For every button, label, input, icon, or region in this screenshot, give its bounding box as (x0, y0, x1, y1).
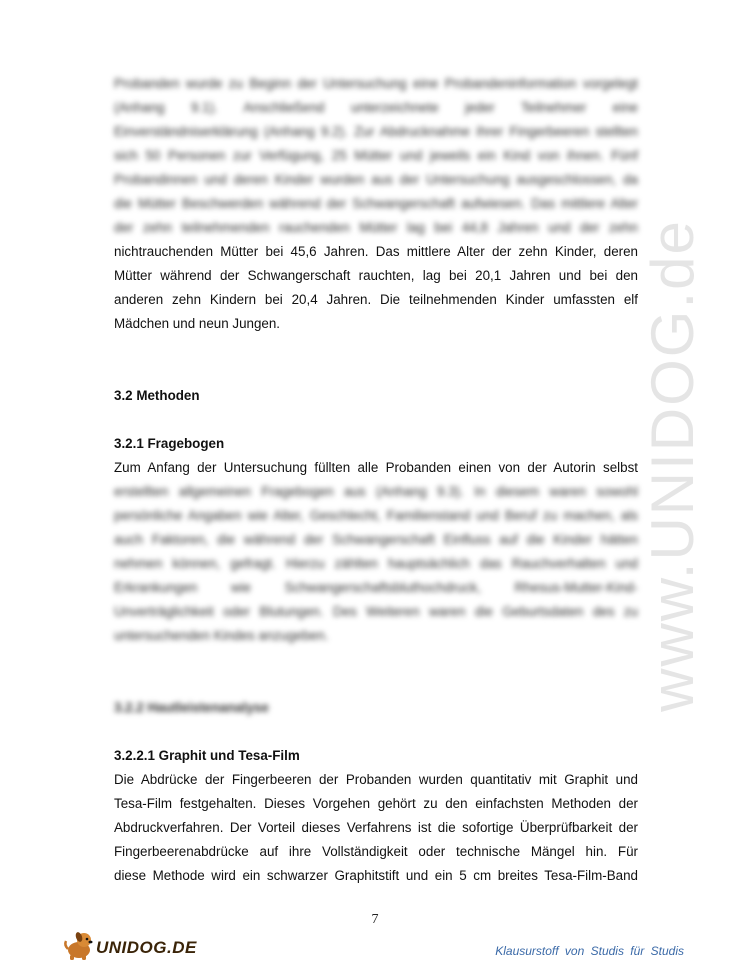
watermark-text: www.UNIDOG.de (638, 218, 706, 712)
paragraph-line: auch Faktoren, die während der Schwangerschaft Einfluss auf die Kinder hätten (114, 532, 638, 547)
paragraph-participants (114, 72, 638, 336)
paragraph-line: Fingerbeerenabdrücke auf ihre Vollständigkeit oder technische Mängel hin. Für (114, 844, 638, 859)
section-heading: 3.2 Methoden (114, 388, 200, 403)
paragraph-line: (Anhang 9.1). Anschließend unterzeichnete jeder Teilnehmer eine (114, 100, 638, 115)
paragraph-line: Probanden wurde zu Beginn der Untersuchung eine Probandeninformation vorgelegt (114, 76, 638, 91)
subsection-heading-blurred: 3.2.2 Hautleistenanalyse (114, 700, 269, 715)
paragraph-line: persönliche Angaben wie Alter, Geschlecht, Familienstand und Beruf zu machen, als (114, 508, 638, 523)
paragraph-line: Mädchen und neun Jungen. (114, 316, 281, 331)
paragraph-line: Einverständniserklärung (Anhang 9.2). Zur Abdrucknahme ihrer Fingerbeeren stellten (114, 124, 638, 139)
paragraph-line: erstellten allgemeinen Fragebogen aus (Anhang 9.3). In diesem waren sowohl (114, 484, 638, 499)
paragraph-line: Unverträglichkeit oder Blutungen. Des Weiteren waren die Geburtsdaten des zu (114, 604, 638, 619)
paragraph-questionnaire (114, 456, 638, 648)
paragraph-line: die Mütter Beschwerden während der Schwangerschaft aufwiesen. Das mittlere Alter (114, 196, 638, 211)
logo-text: UNIDOG.DE (96, 938, 197, 957)
subsection-heading: 3.2.1 Fragebogen (114, 436, 225, 451)
paragraph-line: Die Abdrücke der Fingerbeeren der Probanden wurden quantitativ mit Graphit und (114, 772, 638, 787)
paragraph-line: anderen zehn Kindern bei 20,4 Jahren. Die teilnehmenden Kinder umfassten elf (114, 292, 638, 307)
paragraph-line: Zum Anfang der Untersuchung füllten alle Probanden einen von der Autorin selbst (114, 460, 638, 475)
page-number: 7 (371, 912, 379, 927)
paragraph-line: nehmen können, gefragt. Hierzu zählten hauptsächlich das Rauchverhalten und (114, 556, 638, 571)
footer-tagline: Klausurstoff von Studis für Studis (495, 944, 684, 958)
paragraph-line: nichtrauchenden Mütter bei 45,6 Jahren. Das mittlere Alter der zehn Kinder, deren (114, 244, 638, 259)
watermark (636, 218, 708, 712)
paragraph-line: Tesa-Film festgehalten. Dieses Vorgehen gehört zu den einfachsten Methoden der (114, 796, 638, 811)
paragraph-line: untersuchenden Kindes anzugeben. (114, 628, 329, 643)
dog-icon (62, 928, 96, 962)
paragraph-line: der zehn teilnehmenden rauchenden Mütter lag bei 44,8 Jahren und der zehn (114, 220, 638, 235)
paragraph-line: Erkrankungen wie Schwangerschaftsbluthochdruck, Rhesus-Mutter-Kind- (114, 580, 638, 595)
paragraph-line: Probandinnen und deren Kinder wurden aus der Untersuchung ausgeschlossen, da (114, 172, 638, 187)
paragraph-line: diese Methode wird ein schwarzer Graphitstift und ein 5 cm breites Tesa-Film-Band (114, 868, 638, 883)
paragraph-line: Mütter während der Schwangerschaft rauchten, lag bei 20,1 Jahren und bei den (114, 268, 638, 283)
paragraph-graphite (114, 768, 638, 888)
subsubsection-heading: 3.2.2.1 Graphit und Tesa-Film (114, 748, 300, 763)
page-body (114, 72, 638, 888)
paragraph-line: Abdruckverfahren. Der Vorteil dieses Verfahrens ist die sofortige Überprüfbarkeit der (114, 820, 638, 835)
paragraph-line: sich 50 Personen zur Verfügung, 25 Mütter und jeweils ein Kind von ihnen. Fünf (114, 148, 638, 163)
unidog-logo[interactable] (62, 928, 197, 964)
